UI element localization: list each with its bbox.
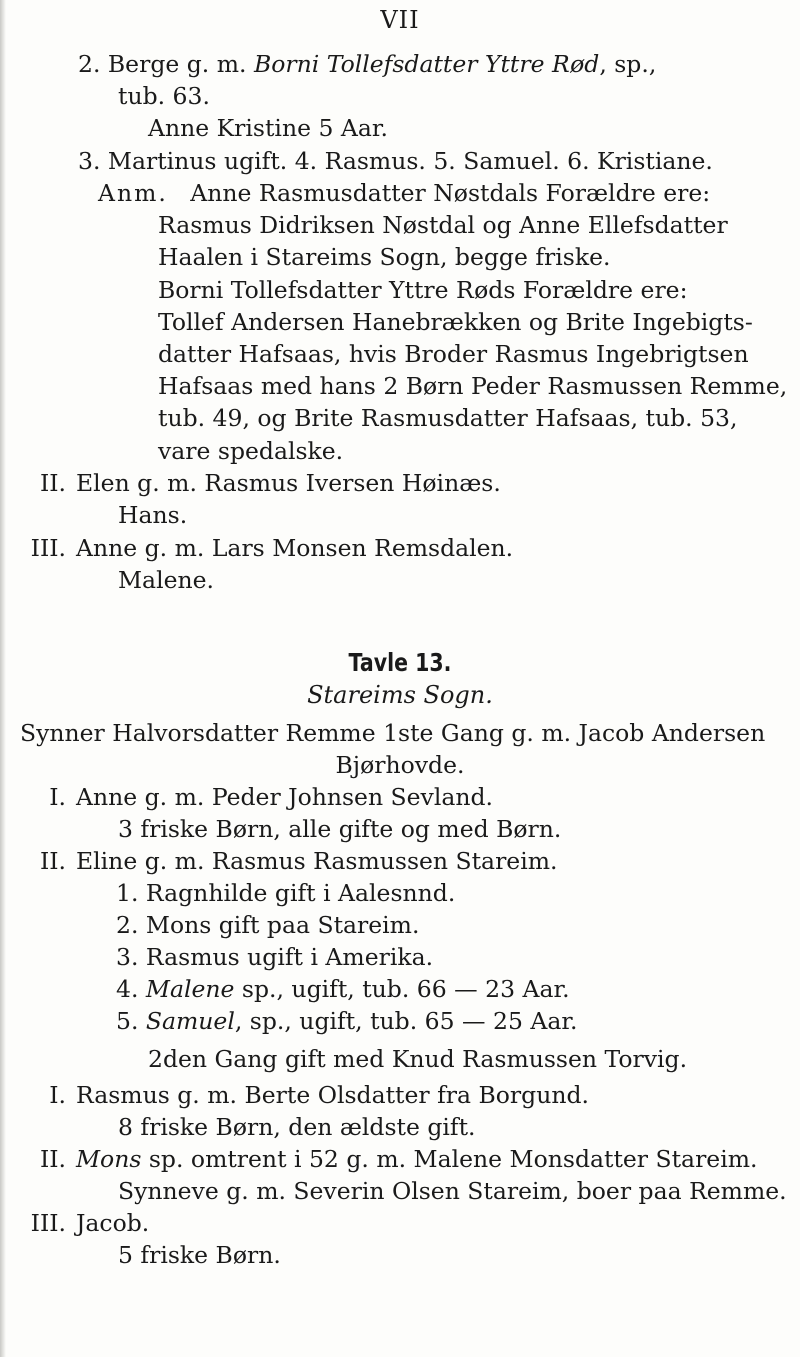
entry-line [22,533,513,563]
page-number: VII [380,6,420,34]
child-text: , sp., ugift, tub. 65 — 25 Aar. [234,1007,578,1035]
roman-numeral: II. [39,469,66,497]
note-line: Haalen i Stareims Sogn, begge friske. [158,243,611,271]
child-line: 1. Ragnhilde gift i Aalesnnd. [116,879,456,907]
roman-numeral: III. [30,534,66,562]
child-name-italic: Malene [145,975,235,1003]
entry-line: 3. Martinus ugift. 4. Rasmus. 5. Samuel. 6. Kristiane. [78,147,713,175]
entry-line: Anne Kristine 5 Aar. [148,114,388,142]
entry-line: 3 friske Børn, alle gifte og med Børn. [118,815,562,843]
note-text: Anne Rasmusdatter Nøstdals Forældre ere: [190,179,711,207]
note-line: vare spedalske. [158,437,344,465]
entry-text: Eline g. m. Rasmus Rasmussen Stareim. [76,847,558,875]
entry-line: Malene. [118,566,215,594]
child-text: sp., ugift, tub. 66 — 23 Aar. [234,975,570,1003]
intro-line: Synner Halvorsdatter Remme 1ste Gang g. m. Jacob Andersen [20,719,766,747]
note-line: Rasmus Didriksen Nøstdal og Anne Ellefsdatter [158,211,728,239]
child-number: 5. [116,1007,139,1035]
intro-line: Bjørhovde. [335,751,465,779]
child-name-italic: Samuel [145,1007,235,1035]
roman-numeral: II. [39,1145,66,1173]
note-line: tub. 49, og Brite Rasmusdatter Hafsaas, tub. 53, [158,404,738,432]
note-line: datter Hafsaas, hvis Broder Rasmus Ingebrigtsen [158,340,749,368]
entry-italic-name: Mons [76,1145,142,1173]
entry-line [22,1144,757,1174]
entry-line [78,49,656,79]
child-line: 2. Mons gift paa Stareim. [116,911,420,939]
section-title: Tavle 13. [348,648,452,677]
entry-line: Synneve g. m. Severin Olsen Stareim, boer paa Remme. [118,1177,787,1205]
entry-text: Anne g. m. Peder Johnsen Sevland. [76,783,494,811]
section-subtitle: Stareims Sogn. [307,681,493,709]
entry-line: Hans. [118,501,188,529]
entry-line: 8 friske Børn, den ældste gift. [118,1113,476,1141]
entry-line [22,1080,589,1110]
note-line: Borni Tollefsdatter Yttre Røds Forældre ere: [158,276,688,304]
entry-line: 5 friske Børn. [118,1241,281,1269]
entry-text: sp. omtrent i 52 g. m. Malene Monsdatter Stareim. [141,1145,758,1173]
entry-number: 2. [78,50,101,78]
entry-line [22,846,557,876]
child-line [116,974,570,1004]
marriage-line: 2den Gang gift med Knud Rasmussen Torvig. [148,1045,688,1073]
note-label: Anm. [98,179,168,207]
note-line: Tollef Andersen Hanebrækken og Brite Ingebigts- [158,308,753,336]
entry-text: , sp., [599,50,657,78]
entry-text: Elen g. m. Rasmus Iversen Høinæs. [76,469,501,497]
roman-numeral: I. [49,1081,66,1109]
roman-numeral: III. [30,1209,66,1237]
roman-numeral: I. [49,783,66,811]
entry-text: Anne g. m. Lars Monsen Remsdalen. [76,534,514,562]
entry-line [22,468,501,498]
page-edge-shadow [0,0,6,1357]
entry-line: tub. 63. [118,82,210,110]
entry-text: Rasmus g. m. Berte Olsdatter fra Borgund. [76,1081,589,1109]
entry-text: Berge g. m. [107,50,254,78]
note-line: Hafsaas med hans 2 Børn Peder Rasmussen Remme, [158,372,788,400]
entry-line [22,782,493,812]
child-line: 3. Rasmus ugift i Amerika. [116,943,434,971]
entry-text: Jacob. [76,1209,150,1237]
entry-italic-name: Borni Tollefsdatter Yttre Rød [253,50,600,78]
entry-line [22,1208,149,1238]
child-number: 4. [116,975,139,1003]
roman-numeral: II. [39,847,66,875]
note-line [98,178,710,208]
child-line [116,1006,577,1036]
